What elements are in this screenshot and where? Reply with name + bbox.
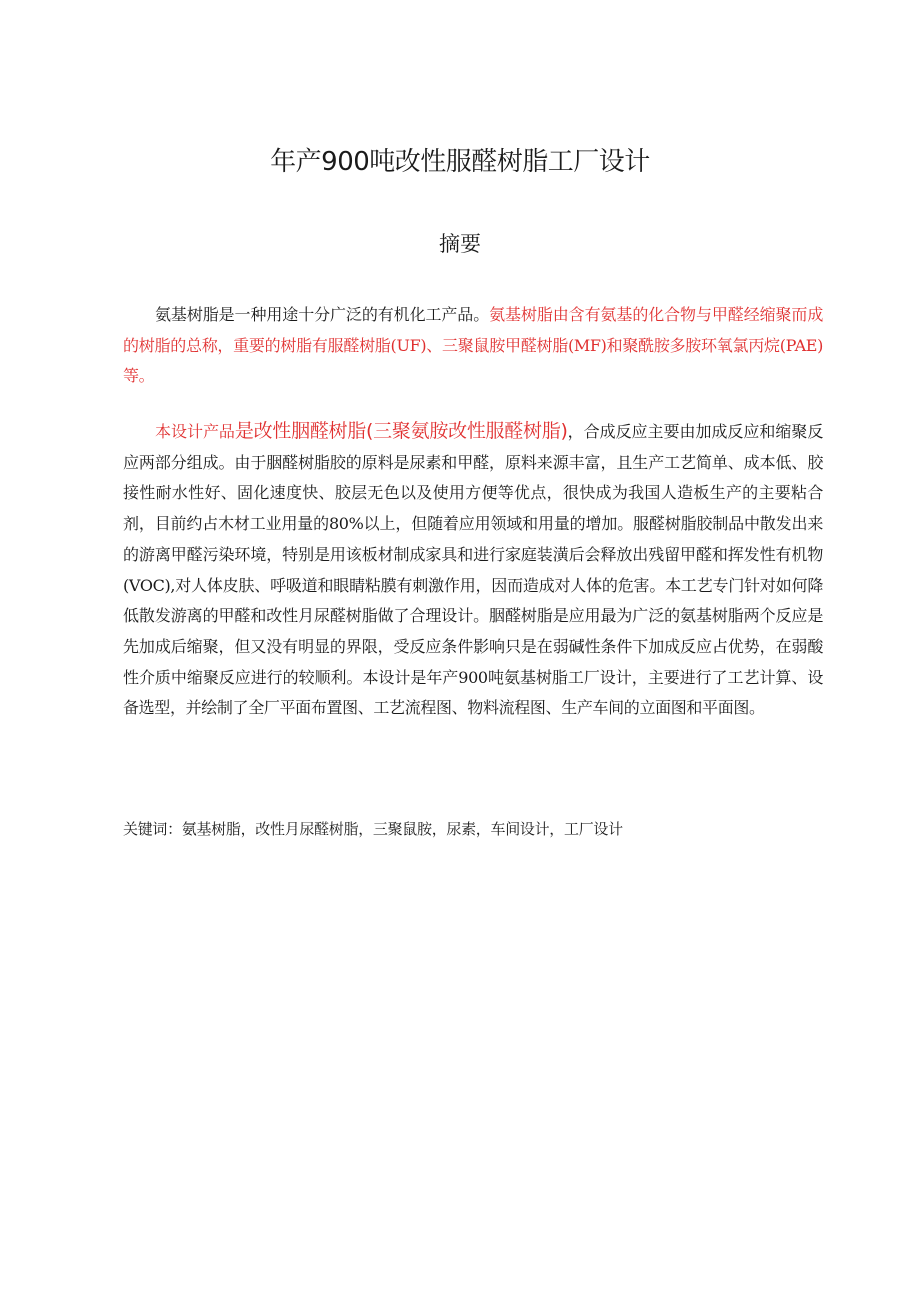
paragraph-2-body: ，合成反应主要由加成反应和缩聚反应两部分组成。由于胭醛树脂胶的原料是尿素和甲醛，原料来源丰富，且生产工艺简单、成本低、胶接性耐水性好、固化速度快、胶层无色以及使用方便等优点，很快成为我国人造板生产的主要粘合剂，目前约占木材工业用量的80%以上，但随着应用领域和用量的增加。服醛树脂胶制品中散发出来的游离甲醛污染环境，特别是用该板材制成家具和进行家庭装潢后会释放出残留甲醛和挥发性有机物(VOC),对人体皮肤、呼吸道和眼睛粘膜有刺激作用，因而造成对人体的危害。本工艺专门针对如何降低散发游离的甲醛和改性月尿醛树脂做了合理设计。胭醛树脂是应用最为广泛的氨基树脂两个反应是先加成后缩聚，但又没有明显的界限，受反应条件影响只是在弱碱性条件下加成反应占优势，在弱酸性介质中缩聚反应进行的较顺利。本设计是年产900吨氨基树脂工厂设计，主要进行了工艺计算、设备选型，并绘制了全厂平面布置图、工艺流程图、物料流程图、生产车间的立面图和平面图。 xyxy=(123,422,823,718)
abstract-paragraph-2 xyxy=(123,416,823,724)
abstract-heading: 摘要 xyxy=(439,232,481,256)
document-title: 年产900吨改性服醛树脂工厂设计 xyxy=(270,147,650,177)
paragraph-2-product-emphasis: 是改性胭醛树脂(三聚氨胺改性服醛树脂) xyxy=(234,420,568,442)
paragraph-1-highlight: 氨基树脂由含有氨基的化合物与甲醛经缩聚而成的树脂的总称，重要的树脂有服醛树脂(UF)、三聚鼠胺甲醛树脂(MF)和聚酰胺多胺环氧氯丙烷(PAE)等。 xyxy=(123,305,823,386)
paragraph-1-intro: 氨基树脂是一种用途十分广泛的有机化工产品。 xyxy=(155,305,490,324)
abstract-paragraph-1 xyxy=(123,300,823,392)
keywords-line: 关键词：氨基树脂，改性月尿醛树脂，三聚鼠胺，尿素，车间设计，工厂设计 xyxy=(123,820,623,838)
paragraph-2-lead: 本设计产品 xyxy=(155,422,235,441)
